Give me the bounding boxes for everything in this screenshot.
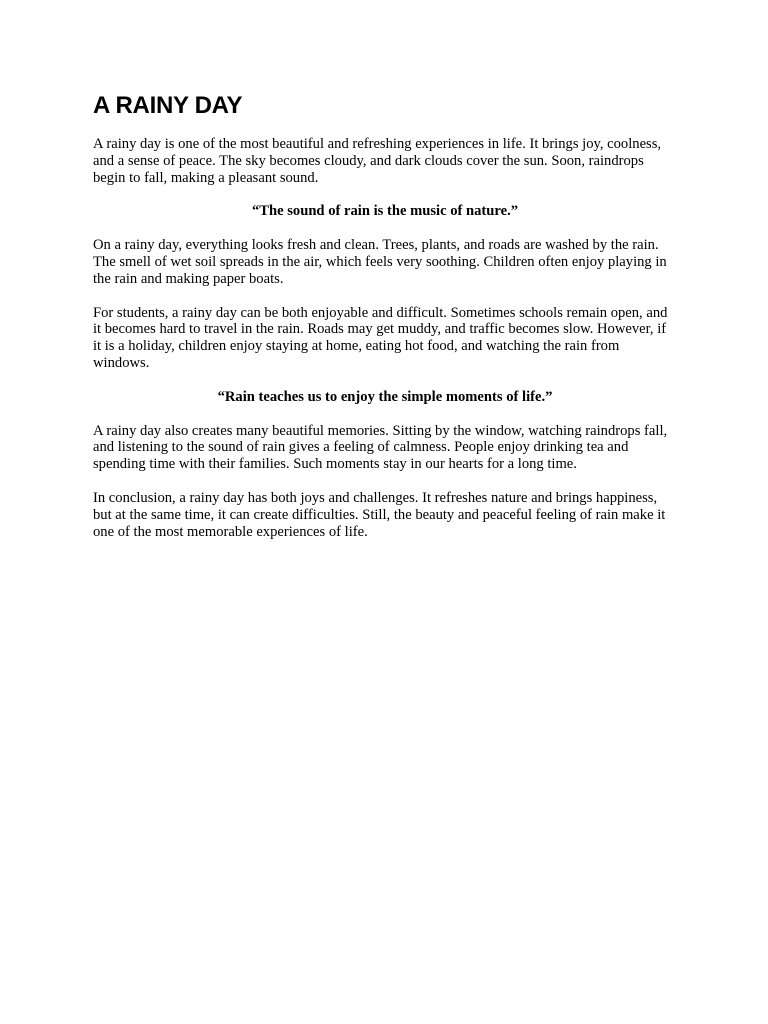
document-title: A RAINY DAY <box>93 92 243 119</box>
paragraph-intro: A rainy day is one of the most beautiful and refreshing experiences in life. It brings joy, coolness, and a sense of peace. The sky becomes cloudy, and dark clouds cover the sun. Soon, raindrops begin to fall, making a pleasant sound. <box>93 136 662 186</box>
paragraph-memories: A rainy day also creates many beautiful memories. Sitting by the window, watching raindrops fall, and listening to the sound of rain gives a feeling of calmness. People enjoy drinking tea and spending time with their families. Such moments stay in our hearts for a long time. <box>93 422 668 473</box>
paragraph-fresh-clean: On a rainy day, everything looks fresh and clean. Trees, plants, and roads are washed by the rain. The smell of wet soil spreads in the air, which feels very soothing. Children often enjoy playing in the rain and making paper boats. <box>93 237 667 287</box>
paragraph-students: For students, a rainy day can be both enjoyable and difficult. Sometimes schools remain open, and it becomes hard to travel in the rain. Roads may get muddy, and traffic becomes slow. However, if it is a holiday, children enjoy staying at home, eating hot food, and watching the rain from windows. <box>93 304 668 371</box>
document-page <box>93 88 677 557</box>
quote-simple-moments: “Rain teaches us to enjoy the simple moments of life.” <box>217 388 553 405</box>
paragraph-conclusion: In conclusion, a rainy day has both joys and challenges. It refreshes nature and brings happiness, but at the same time, it can create difficulties. Still, the beauty and peaceful feeling of rain make it one of the most memorable experiences of life. <box>93 489 666 540</box>
quote-music-of-nature: “The sound of rain is the music of nature.” <box>251 203 519 220</box>
